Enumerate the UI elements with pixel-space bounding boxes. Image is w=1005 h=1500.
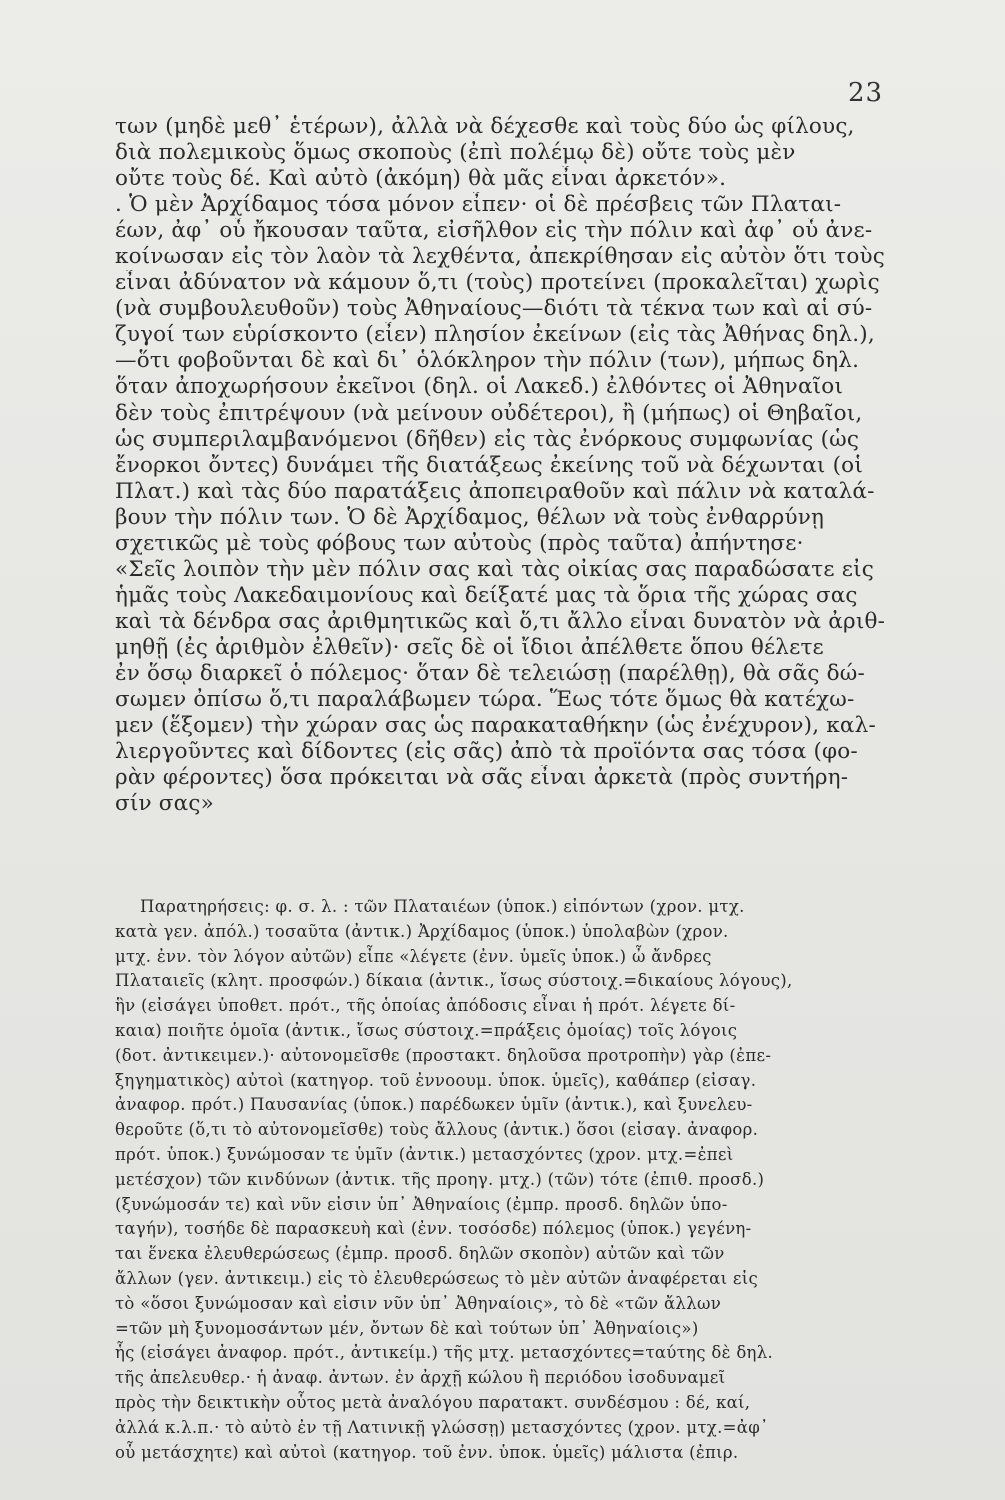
text-line: σίν σας» bbox=[115, 791, 215, 817]
notes-line: θεροῦτε (ὅ,τι τὸ αὐτονομεῖσθε) τοὺς ἄλλους (ἀντικ.) ὅσοι (εἰσαγ. ἀναφορ. bbox=[115, 1120, 759, 1140]
notes-line: καια) ποιῆτε ὁμοῖα (ἀντικ., ἴσως σύστοιχ.=πράξεις ὁμοίας) τοῖς λόγοις bbox=[115, 1020, 738, 1040]
notes-line: μετέσχον) τῶν κινδύνων (ἀντικ. τῆς προηγ. μτχ.) (τῶν) τότε (ἐπιθ. προσδ.) bbox=[115, 1169, 765, 1189]
notes-line: (δοτ. ἀντικειμεν.)· αὐτονομεῖσθε (προστακτ. δηλοῦσα προτροπὴν) γὰρ (ἐπε- bbox=[115, 1045, 772, 1065]
text-line: λιεργοῦντες καὶ δίδοντες (εἰς σᾶς) ἀπὸ τὰ προϊόντα σας τόσα (φο- bbox=[115, 739, 858, 765]
text-line: —ὅτι φοβοῦνται δὲ καὶ δι᾽ ὁλόκληρον τὴν πόλιν (των), μήπως δηλ. bbox=[115, 348, 860, 374]
notes-line: ἀναφορ. πρότ.) Παυσανίας (ὑποκ.) παρέδωκεν ὑμῖν (ἀντικ.), καὶ ξυνελευ- bbox=[115, 1095, 753, 1115]
text-line: ζυγοί των εὑρίσκοντο (εἶεν) πλησίον ἐκείνων (εἰς τὰς Ἀθήνας δηλ.), bbox=[115, 322, 875, 348]
text-line: μεν (ἕξομεν) τὴν χώραν σας ὡς παρακαταθήκην (ὡς ἐνέχυρον), καλ- bbox=[115, 713, 876, 739]
notes-line: (ξυνώμοσάν τε) καὶ νῦν εἰσιν ὑπ᾽ Ἀθηναίοις (ἐμπρ. προσδ. δηλῶν ὑπο- bbox=[115, 1194, 728, 1214]
text-line: ὡς συμπεριλαμβανόμενοι (δῆθεν) εἰς τὰς ἐνόρκους συμφωνίας (ὡς bbox=[115, 426, 860, 452]
notes-line: πρότ. ὑποκ.) ξυνώμοσαν τε ὑμῖν (ἀντικ.) μετασχόντες (χρον. μτχ.=ἐπεὶ bbox=[115, 1144, 734, 1164]
text-line: μηθῇ (ἐς ἀριθμὸν ἐλθεῖν)· σεῖς δὲ οἱ ἴδιοι ἀπέλθετε ὅπου θέλετε bbox=[115, 634, 824, 660]
text-line: Πλατ.) καὶ τὰς δύο παρατάξεις ἀποπειραθοῦν καὶ πάλιν νὰ καταλά- bbox=[115, 478, 875, 504]
text-line: εἶναι ἀδύνατον νὰ κάμουν ὅ,τι (τοὺς) προτείνει (προκαλεῖται) χωρὶς bbox=[115, 270, 880, 296]
notes-line: ἄλλων (γεν. ἀντικειμ.) εἰς τὸ ἐλευθερώσεως τὸ μὲν αὐτῶν ἀναφέρεται εἰς bbox=[115, 1268, 759, 1288]
notes-line: ξηγηματικὸς) αὐτοὶ (κατηγορ. τοῦ ἐννοουμ. ὑποκ. ὑμεῖς), καθάπερ (εἰσαγ. bbox=[115, 1070, 757, 1090]
notes-line: τὸ «ὅσοι ξυνώμοσαν καὶ εἰσιν νῦν ὑπ᾽ Ἀθηναίοις», τὸ δὲ «τῶν ἄλλων bbox=[115, 1293, 722, 1313]
main-text bbox=[115, 114, 905, 817]
text-line: ἐν ὅσῳ διαρκεῖ ὁ πόλεμος· ὅταν δὲ τελειώσῃ (παρέλθῃ), θὰ σᾶς δώ- bbox=[115, 660, 866, 686]
text-line: δὲν τοὺς ἐπιτρέψουν (νὰ μείνουν οὐδέτεροι), ἢ (μήπως) οἱ Θηβαῖοι, bbox=[115, 400, 863, 426]
notes-line: ἧς (εἰσάγει ἀναφορ. πρότ., ἀντικείμ.) τῆς μτχ. μετασχόντες=ταύτης δὲ δηλ. bbox=[115, 1343, 774, 1363]
text-line: διὰ πολεμικοὺς ὅμως σκοποὺς (ἐπὶ πολέμῳ δὲ) οὔτε τοὺς μὲν bbox=[115, 140, 796, 166]
notes-line: =τῶν μὴ ξυνομοσάντων μέν, ὄντων δὲ καὶ τούτων ὑπ᾽ Ἀθηναίοις») bbox=[115, 1318, 699, 1338]
text-line: των (μηδὲ μεθ᾽ ἑτέρων), ἀλλὰ νὰ δέχεσθε καὶ τοὺς δύο ὡς φίλους, bbox=[115, 114, 855, 139]
text-line: σχετικῶς μὲ τοὺς φόβους των αὐτοὺς (πρὸς ταῦτα) ἀπήντησε· bbox=[115, 530, 804, 556]
text-line: . Ὁ μὲν Ἀρχίδαμος τόσα μόνον εἶπεν· οἱ δὲ πρέσβεις τῶν Πλαται- bbox=[115, 192, 842, 218]
notes-line: τῆς ἀπελευθερ.· ἡ ἀναφ. ἀντων. ἐν ἀρχῇ κώλου ἢ περιόδου ἰσοδυναμεῖ bbox=[115, 1368, 726, 1388]
notes-line: πρὸς τὴν δεικτικὴν οὗτος μετὰ ἀναλόγου παρατακτ. συνδέσμου : δέ, καί, bbox=[115, 1392, 751, 1412]
notes-line: ταγήν), τοσήδε δὲ παρασκευὴ καὶ (ἐνν. τοσόσδε) πόλεμος (ὑποκ.) γεγένη- bbox=[115, 1219, 752, 1239]
notes-line: ἀλλά κ.λ.π.· τὸ αὐτὸ ἐν τῇ Λατινικῇ γλώσσῃ) μετασχόντες (χρον. μτχ.=ἀφ᾽ bbox=[115, 1417, 769, 1437]
text-line: οὔτε τοὺς δέ. Καὶ αὐτὸ (ἀκόμη) θὰ μᾶς εἶναι ἀρκετόν». bbox=[115, 166, 727, 192]
text-line: ἡμᾶς τοὺς Λακεδαιμονίους καὶ δείξατέ μας τὰ ὅρια τῆς χώρας σας bbox=[115, 582, 858, 608]
notes-line: ται ἕνεκα ἐλευθερώσεως (ἐμπρ. προσδ. δηλῶν σκοπὸν) αὐτῶν καὶ τῶν bbox=[115, 1244, 725, 1264]
notes-line: Πλαταιεῖς (κλητ. προσφών.) δίκαια (ἀντικ., ἴσως σύστοιχ.=δικαίους λόγους), bbox=[115, 971, 793, 991]
page-number: 23 bbox=[848, 78, 884, 108]
text-line: ὅταν ἀποχωρήσουν ἐκεῖνοι (δηλ. οἱ Λακεδ.) ἐλθόντες οἱ Ἀθηναῖοι bbox=[115, 374, 844, 400]
text-line: έων, ἀφ᾽ οὗ ἤκουσαν ταῦτα, εἰσῆλθον εἰς τὴν πόλιν καὶ ἀφ᾽ οὗ ἀνε- bbox=[115, 218, 873, 244]
text-line: σωμεν ὀπίσω ὅ,τι παραλάβωμεν τώρα. Ἕως τότε ὅμως θὰ κατέχω- bbox=[115, 687, 855, 713]
text-line: βουν τὴν πόλιν των. Ὁ δὲ Ἀρχίδαμος, θέλων νὰ τοὺς ἐνθαρρύνῃ bbox=[115, 504, 825, 530]
text-line: ἔνορκοι ὄντες) δυνάμει τῆς διατάξεως ἐκείνης τοῦ νὰ δέχωνται (οἱ bbox=[115, 452, 863, 478]
text-line: «Σεῖς λοιπὸν τὴν μὲν πόλιν σας καὶ τὰς οἰκίας σας παραδώσατε εἰς bbox=[115, 556, 874, 582]
notes-line: Παρατηρήσεις: φ. σ. λ. : τῶν Πλαταιέων (ὑποκ.) εἰπόντων (χρον. μτχ. bbox=[140, 897, 745, 916]
text-line: κοίνωσαν εἰς τὸν λαὸν τὰ λεχθέντα, ἀπεκρίθησαν εἰς αὐτὸν ὅτι τοὺς bbox=[115, 244, 886, 270]
notes-line: κατὰ γεν. ἀπόλ.) τοσαῦτα (ἀντικ.) Ἀρχίδαμος (ὑποκ.) ὑπολαβὼν (χρον. bbox=[115, 921, 729, 941]
text-line: ρὰν φέροντες) ὅσα πρόκειται νὰ σᾶς εἶναι ἀρκετὰ (πρὸς συντήρη- bbox=[115, 765, 849, 791]
notes-line: μτχ. ἐνν. τὸν λόγον αὐτῶν) εἶπε «λέγετε (ἐνν. ὑμεῖς ὑποκ.) ὦ ἄνδρες bbox=[115, 946, 712, 966]
text-line: (νὰ συμβουλευθοῦν) τοὺς Ἀθηναίους—διότι τὰ τέκνα των καὶ αἱ σύ- bbox=[115, 296, 873, 322]
notes-line: οὗ μετάσχητε) καὶ αὐτοὶ (κατηγορ. τοῦ ἐνν. ὑποκ. ὑμεῖς) μάλιστα (ἐπιρ. bbox=[115, 1442, 739, 1462]
text-line: καὶ τὰ δένδρα σας ἀριθμητικῶς καὶ ὅ,τι ἄλλο εἶναι δυνατὸν νὰ ἀριθ- bbox=[115, 608, 886, 634]
notes-section bbox=[115, 895, 910, 1465]
notes-line: ἣν (εἰσάγει ὑποθετ. πρότ., τῆς ὁποίας ἀπόδοσις εἶναι ἡ πρότ. λέγετε δί- bbox=[115, 996, 736, 1016]
